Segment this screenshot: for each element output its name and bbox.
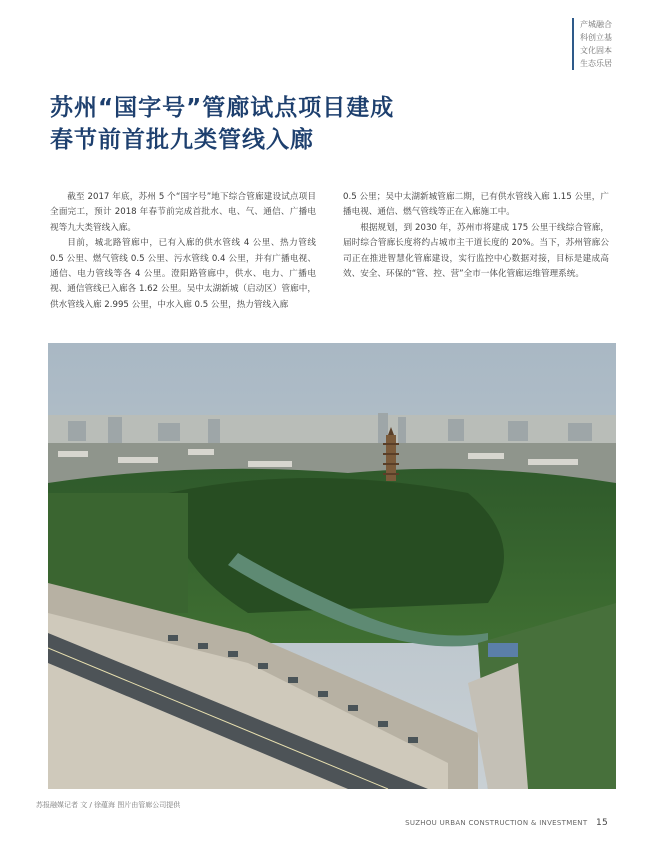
magazine-name: SUZHOU URBAN CONSTRUCTION & INVESTMENT xyxy=(405,819,588,827)
body-paragraph: 截至 2017 年底，苏州 5 个“国字号”地下综合管廊建设试点项目全面完工，预计 2018 年春节前完成首批水、电、气、通信、广播电视等九大类管线入廊。 xyxy=(50,192,316,233)
section-tags xyxy=(572,18,636,70)
title-line-1: 苏州“国字号”管廊试点项目建成 xyxy=(50,95,395,121)
section-tag: 产城融合 xyxy=(580,20,612,29)
section-tag: 生态乐居 xyxy=(580,59,612,68)
body-paragraph: 根据规划，到 2030 年，苏州市将建成 175 公里干线综合管廊，届时综合管廊长度将约占城市主干道长度的 20%。当下，苏州管廊公司正在推进智慧化管廊建设，实行监控中心数据对接，目标是建成高效、安全、环保的“管、控、营”全市一体化管廊运维管理系统。 xyxy=(343,222,609,280)
title-line-2: 春节前首批九类管线入廊 xyxy=(50,127,314,153)
body-paragraph: 目前，城北路管廊中，已有入廊的供水管线 4 公里、热力管线 0.5 公里、燃气管线 0.5 公里、污水管线 0.4 公里，并有广播电视、通信、电力管线等各 4 公里。澄阳路管廊中，供水、电力、广播电视、通信管线已入廊各 1.62 公里。吴中太湖新城（启动区）管廊中，供水管线入廊 2.995 公里，中水入廊 0.5 公里，热力管线入廊 xyxy=(50,238,316,310)
aerial-photo xyxy=(48,343,616,789)
page-footer xyxy=(405,818,608,828)
body-paragraph: 0.5 公里；吴中太湖新城管廊二期，已有供水管线入廊 1.15 公里，广播电视、通信、燃气管线等正在入廊施工中。 xyxy=(343,192,609,218)
page-number: 15 xyxy=(595,818,608,828)
article-title xyxy=(50,92,490,156)
section-tag: 科创立基 xyxy=(580,33,612,42)
photo-credit: 苏报融媒记者 文 / 徐蕴海 图片由管廊公司提供 xyxy=(36,801,181,809)
body-column-left xyxy=(50,190,316,313)
section-tag: 文化固本 xyxy=(580,46,612,55)
body-column-right xyxy=(343,190,609,282)
